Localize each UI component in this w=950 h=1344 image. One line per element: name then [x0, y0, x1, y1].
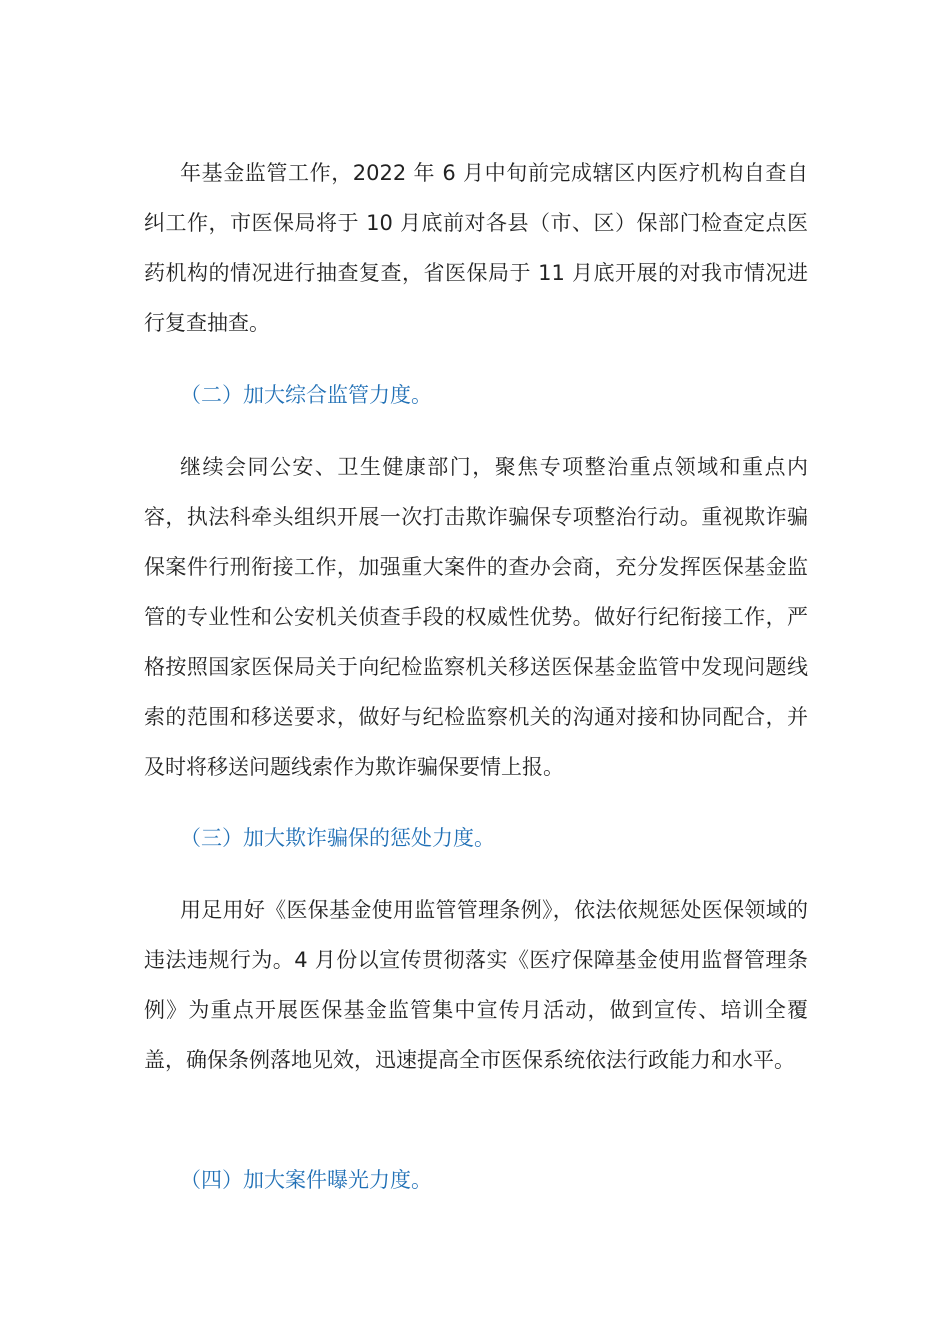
section-heading: （二）加大综合监管力度。: [180, 383, 432, 407]
body-paragraph: 年基金监管工作，2022 年 6 月中旬前完成辖区内医疗机构自查自纠工作，市医保局将于 10 月底前对各县（市、区）保部门检查定点医药机构的情况进行抽查复查，省医保局于 11 月底开展的对我市情况进行复查抽查。: [144, 161, 808, 335]
body-paragraph: 继续会同公安、卫生健康部门，聚焦专项整治重点领域和重点内容，执法科牵头组织开展一次打击欺诈骗保专项整治行动。重视欺诈骗保案件行刑衔接工作，加强重大案件的查办会商，充分发挥医保基金监管的专业性和公安机关侦查手段的权威性优势。做好行纪衔接工作，严格按照国家医保局关于向纪检监察机关移送医保基金监管中发现问题线索的范围和移送要求，做好与纪检监察机关的沟通对接和协同配合，并及时将移送问题线索作为欺诈骗保要情上报。: [144, 455, 808, 779]
section-heading: （三）加大欺诈骗保的惩处力度。: [180, 826, 495, 850]
body-paragraph: 用足用好《医保基金使用监管管理条例》，依法依规惩处医保领域的违法违规行为。4 月份以宣传贯彻落实《医疗保障基金使用监督管理条例》为重点开展医保基金监管集中宣传月活动，做到宣传、培训全覆盖，确保条例落地见效，迅速提高全市医保系统依法行政能力和水平。: [144, 898, 808, 1072]
section-heading: （四）加大案件曝光力度。: [180, 1168, 432, 1192]
